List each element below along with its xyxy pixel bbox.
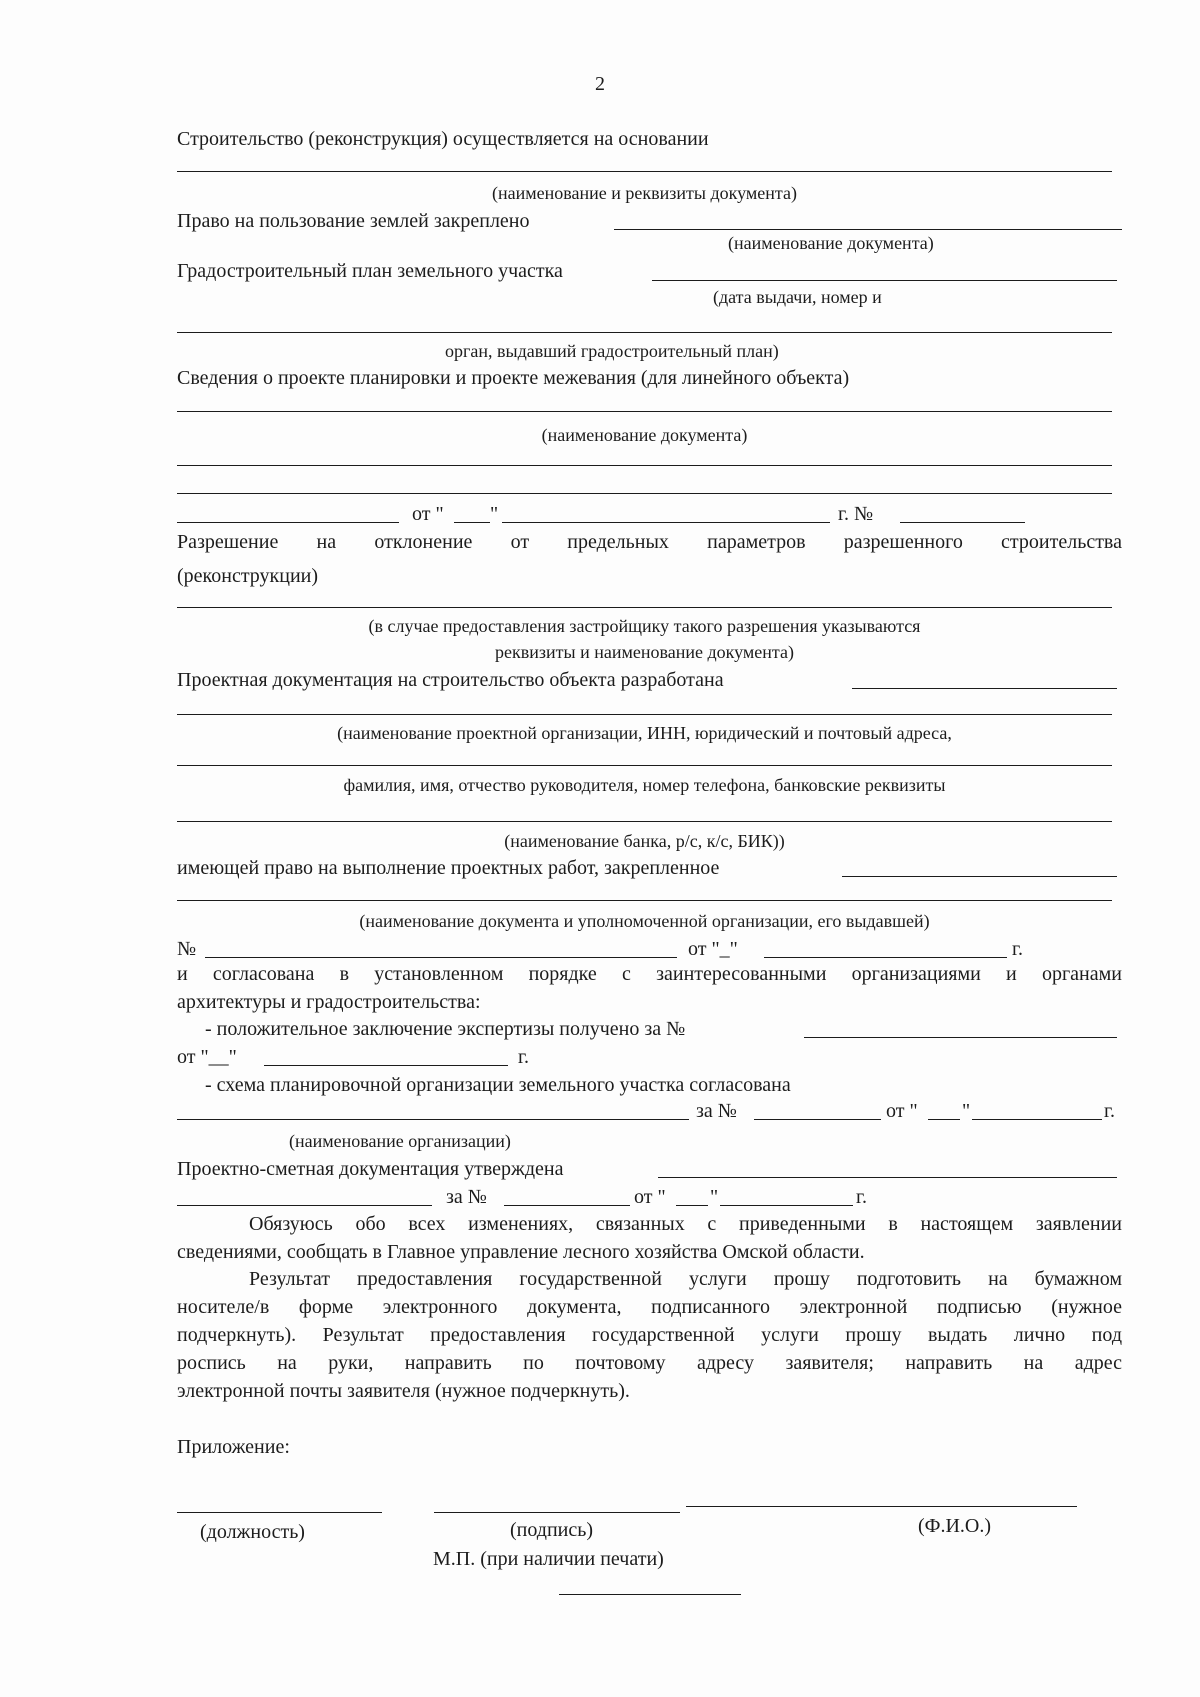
planning-project-caption: (наименование документа) [541,425,748,445]
design-docs-date-line[interactable] [764,957,1007,958]
scheme-number-line[interactable] [754,1119,881,1120]
deviation-permit-caption-1: (в случае предоставления застройщику такого разрешения указываются [368,616,921,636]
construction-basis-caption: (наименование и реквизиты документа) [492,183,797,203]
design-docs-right-caption: (наименование документа и уполномоченной организации, его выдавшей) [359,911,930,931]
scheme-quote: " [962,1100,971,1122]
planning-project-from: от " [412,503,444,525]
estimate-from: от " [634,1186,666,1208]
obligation-line-2: сведениями, сообщать в Главное управление лесного хозяйства Омской области. [177,1241,865,1263]
planning-project-line-1[interactable] [177,411,1112,412]
scheme-org-line[interactable] [177,1119,689,1120]
estimate-quote: " [710,1186,719,1208]
result-line-3: подчеркнуть). Результат предоставления государственной услуги прошу выдать лично под [177,1324,1122,1346]
closing-line [559,1594,741,1595]
estimate-for-no: за № [446,1186,487,1208]
planning-project-year-no: г. № [838,503,874,525]
result-line-5: электронной почты заявителя (нужное подчеркнуть). [177,1380,630,1402]
scheme-day-line[interactable] [928,1119,960,1120]
expertise-date-line[interactable] [264,1065,508,1066]
design-docs-line-4[interactable] [177,821,1112,822]
signature-name-caption: (Ф.И.О.) [918,1515,992,1537]
urban-plan-label: Градостроительный план земельного участка [177,260,563,282]
construction-basis-line[interactable] [177,171,1112,172]
design-docs-line[interactable] [852,688,1117,689]
land-right-label: Право на пользование землей закреплено [177,210,530,232]
estimate-doc-line[interactable] [177,1205,432,1206]
agreed-line-2: архитектуры и градостроительства: [177,991,481,1013]
planning-project-day-line[interactable] [454,522,490,523]
result-line-2: носителе/в форме электронного документа, подписанного электронной подписью (нужное [177,1296,1122,1318]
scheme-from: от " [886,1100,918,1122]
design-docs-no: № [177,938,197,960]
planning-project-doc-line[interactable] [177,522,399,523]
result-line-1: Результат предоставления государственной услуги прошу подготовить на бумажном [249,1268,1122,1290]
deviation-permit-line-2: (реконструкции) [177,565,319,587]
deviation-permit-line[interactable] [177,607,1112,608]
design-docs-label: Проектная документация на строительство объекта разработана [177,669,724,691]
signature-sign-line[interactable] [434,1512,680,1513]
design-docs-caption-1: (наименование проектной организации, ИНН, юридический и почтовый адреса, [337,723,952,743]
design-docs-line-2[interactable] [177,714,1112,715]
design-docs-caption-3: (наименование банка, р/с, к/с, БИК)) [504,831,785,851]
land-right-line[interactable] [614,229,1122,230]
signature-position-caption: (должность) [200,1521,305,1543]
design-docs-right-line[interactable] [842,876,1117,877]
result-line-4: роспись на руки, направить по почтовому адресу заявителя; направить на адрес [177,1352,1122,1374]
expertise-label: - положительное заключение экспертизы получено за № [205,1018,686,1040]
expertise-from: от "__" [177,1046,237,1068]
urban-plan-line-2[interactable] [177,332,1112,333]
scheme-for-no: за № [696,1100,737,1122]
estimate-year: г. [856,1186,867,1208]
design-docs-right-line-2[interactable] [177,900,1112,901]
planning-project-label: Сведения о проекте планировки и проекте межевания (для линейного объекта) [177,367,850,389]
scheme-month-line[interactable] [972,1119,1102,1120]
design-docs-year: г. [1012,938,1023,960]
planning-project-month-line[interactable] [502,522,830,523]
estimate-number-line[interactable] [504,1205,630,1206]
estimate-month-line[interactable] [720,1205,853,1206]
planning-project-number-line[interactable] [900,522,1025,523]
obligation-line-1: Обязуюсь обо всех изменениях, связанных с приведенными в настоящем заявлении [249,1213,1122,1235]
agreed-line-1: и согласована в установленном порядке с заинтересованными организациями и органами [177,963,1122,985]
deviation-permit-line-1: Разрешение на отклонение от предельных параметров разрешенного строительства [177,531,1122,553]
estimate-label: Проектно-сметная документация утверждена [177,1158,564,1180]
urban-plan-caption-1: (дата выдачи, номер и [713,287,882,307]
design-docs-from: от "_" [688,938,738,960]
deviation-permit-caption-2: реквизиты и наименование документа) [495,642,794,662]
scheme-org-caption: (наименование организации) [289,1131,511,1151]
design-docs-caption-2: фамилия, имя, отчество руководителя, номер телефона, банковские реквизиты [343,775,946,795]
attachment-label: Приложение: [177,1436,290,1458]
planning-project-line-3[interactable] [177,493,1112,494]
urban-plan-line[interactable] [652,280,1117,281]
signature-name-line[interactable] [686,1506,1077,1507]
design-docs-number-line[interactable] [205,957,677,958]
estimate-day-line[interactable] [676,1205,708,1206]
planning-project-line-2[interactable] [177,465,1112,466]
signature-sign-caption: (подпись) [510,1519,594,1541]
planning-project-quote: " [490,503,499,525]
estimate-line[interactable] [658,1177,1117,1178]
expertise-number-line[interactable] [804,1037,1117,1038]
page-number: 2 [595,73,605,95]
signature-position-line[interactable] [177,1512,382,1513]
scheme-year: г. [1104,1100,1115,1122]
land-right-caption: (наименование документа) [728,233,934,253]
scheme-label: - схема планировочной организации земельного участка согласована [205,1074,791,1096]
design-docs-right-label: имеющей право на выполнение проектных работ, закрепленное [177,857,720,879]
design-docs-line-3[interactable] [177,765,1112,766]
construction-basis-label: Строительство (реконструкция) осуществляется на основании [177,128,709,150]
seal-caption: М.П. (при наличии печати) [433,1548,664,1570]
expertise-year: г. [518,1046,529,1068]
urban-plan-caption-2: орган, выдавший градостроительный план) [445,341,779,361]
